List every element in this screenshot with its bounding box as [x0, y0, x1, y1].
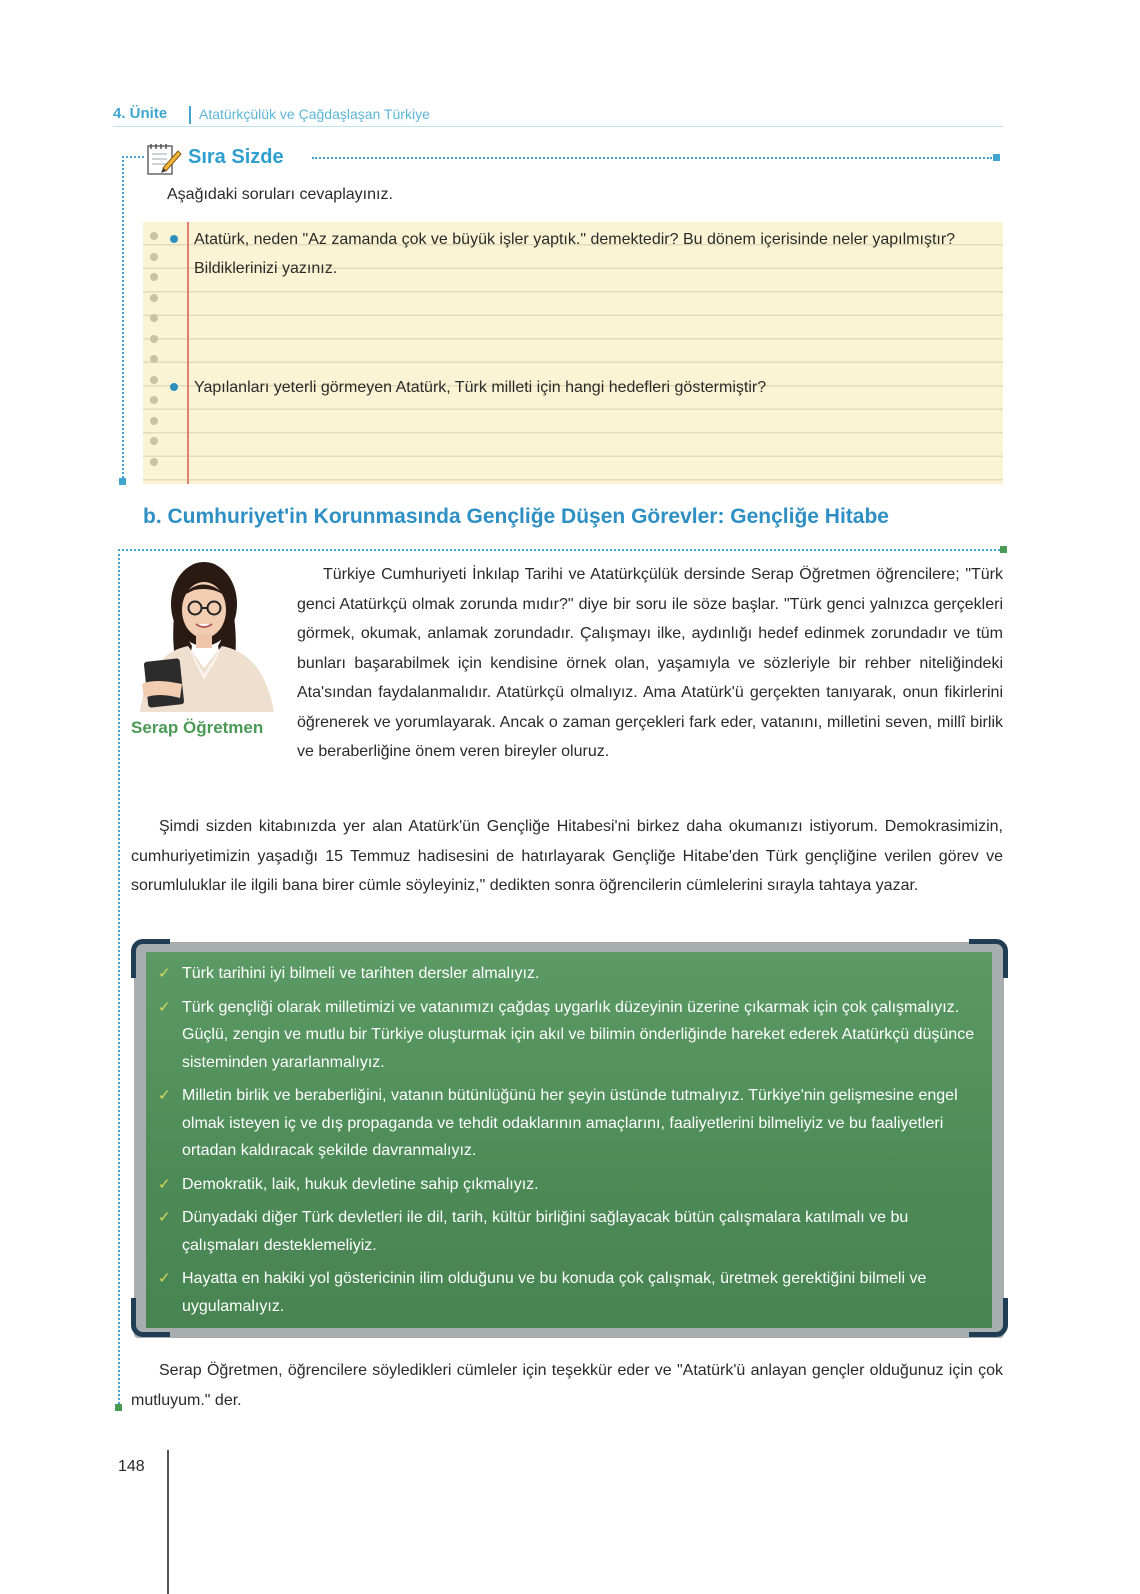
page-number: 148	[118, 1458, 145, 1475]
question-bullet-icon	[170, 235, 178, 243]
unit-number: 4. Ünite	[113, 105, 168, 122]
notepad-hole	[150, 458, 158, 466]
question-1: Atatürk, neden "Az zamanda çok ve büyük işler yaptık." demektedir? Bu dönem içerisinde neler yapılmıştır? Bildiklerinizi yazınız.	[194, 231, 956, 277]
board-item-text: Milletin birlik ve beraberliğini, vatanın bütünlüğünü her şeyin üstünde tutmalıyız. Türkiye'nin gelişmesine engel olmak isteyen iç ve dış propaganda ve tehdit odaklarının amaçlarını, faaliyetlerini bilmeliyiz ve bu faaliyetleri ortadan kaldıracak şekilde davranmalıyız.	[182, 1087, 958, 1159]
question-bullet-icon	[170, 383, 178, 391]
notepad-hole	[150, 232, 158, 240]
instruction-paragraph: Şimdi sizden kitabınızda yer alan Atatürk'ün Gençliğe Hitabesi'ni birkez daha okumanızı istiyorum. Demokrasimizin, cumhuriyetimizin yaşadığı 15 Temmuz hadisesini de hatırlayarak Gençliğe Hitabe'den Türk gençliğine verilen görev ve sorumluluklar ile ilgili bana birer cümle söyleyiniz," dedikten sonra öğrencilerin cümlelerini sırayla tahtaya yazar.	[131, 818, 1003, 894]
closing-paragraph: Serap Öğretmen, öğrencilere söyledikleri cümleler için teşekkür eder ve "Atatürk'ü anlayan gençler olduğunuz için çok mutluyum." der.	[131, 1362, 1003, 1409]
board-item-text: Türk tarihini iyi bilmeli ve tarihten dersler almalıyız.	[182, 965, 540, 982]
sira-frame-left	[122, 156, 124, 478]
page-rule	[167, 1450, 169, 1594]
unit-title: Atatürkçülük ve Çağdaşlaşan Türkiye	[199, 106, 430, 122]
board-item	[158, 1265, 984, 1320]
notepad-hole	[150, 294, 158, 302]
notepad-hole	[150, 437, 158, 445]
board-item	[158, 994, 984, 1077]
header-separator	[189, 106, 191, 124]
teacher-image	[130, 556, 282, 712]
question-2: Yapılanları yeterli görmeyen Atatürk, Türk milleti için hangi hedefleri göstermiştir?	[194, 379, 767, 396]
check-icon: ✓	[158, 965, 171, 982]
notepad-holes	[150, 232, 162, 482]
intro-paragraph: Türkiye Cumhuriyeti İnkılap Tarihi ve Atatürkçülük dersinde Serap Öğretmen öğrencilere; "Türk genci Atatürkçü olmak zorunda mıdır?" diye bir soru ile söze başlar. "Türk genci yalnızca gerçekleri görmek, okumak, anlamak zorundadır. Çalışmayı ilke, aydınlığı hedef edinmek zorundadır ve tüm bunları başarabilmek için kendisine örnek olan, yaşamıyla ve sözleriyle bir rehber niteliğindeki Ata'sından faydalanmalıdır. Atatürkçü olmalıyız. Ama Atatürk'ü gerçekten tanıyarak, onun fikirlerini öğrenerek ve yorumlayarak. Ancak o zaman gerçekleri fark eder, vatanını, milletini seven, millî birlik ve beraberliğine önem veren bireyler oluruz.	[297, 566, 1003, 760]
notepad-hole	[150, 314, 158, 322]
notepad-margin-line	[187, 222, 189, 484]
notepad-pencil-icon	[145, 140, 183, 178]
board-item-text: Türk gençliği olarak milletimizi ve vatanımızı çağdaş uygarlık düzeyinin üzerine çıkarmak için çok çalışmalıyız. Güçlü, zengin ve mutlu bir Türkiye oluşturmak için akıl ve bilimin önderliğinde hareket ederek Atatürkçü düşünce sisteminden yararlanmalıyız.	[182, 998, 975, 1071]
section-frame-left	[118, 549, 120, 1404]
section-title: b. Cumhuriyet'in Korunmasında Gençliğe Düşen Görevler: Gençliğe Hitabe	[143, 505, 889, 528]
board-item-text: Demokratik, laik, hukuk devletine sahip çıkmalıyız.	[182, 1175, 539, 1193]
check-icon: ✓	[158, 998, 171, 1016]
notepad-hole	[150, 355, 158, 363]
check-icon: ✓	[158, 1270, 171, 1287]
board-item	[158, 1082, 984, 1165]
sira-frame-top-left	[122, 156, 144, 158]
board-item-text: Dünyadaki diğer Türk devletleri ile dil, tarih, kültür birliğini sağlayacak bütün çalışmalara katılmalı ve bu çalışmaları desteklemeliyiz.	[182, 1209, 909, 1254]
notepad-hole	[150, 253, 158, 261]
check-icon: ✓	[158, 1175, 171, 1193]
board-item-text: Hayatta en hakiki yol göstericinin ilim olduğunu ve bu konuda çok çalışmak, üretmek gerektiğini bilmeli ve uygulamalıyız.	[182, 1270, 927, 1315]
check-icon: ✓	[158, 1087, 171, 1104]
teacher-label: Serap Öğretmen	[131, 718, 264, 737]
check-icon: ✓	[158, 1209, 171, 1226]
board-item	[158, 960, 984, 988]
notepad-hole	[150, 273, 158, 281]
notepad-hole	[150, 417, 158, 425]
frame-end-marker	[993, 154, 1000, 161]
notepad-hole	[150, 376, 158, 384]
notepad-hole	[150, 396, 158, 404]
board-item	[158, 1204, 984, 1259]
frame-end-marker	[115, 1404, 122, 1411]
sira-sizde-title: Sıra Sizde	[188, 146, 284, 168]
instruction-text: Aşağıdaki soruları cevaplayınız.	[167, 186, 393, 203]
frame-end-marker	[119, 478, 126, 485]
sira-frame-top	[312, 157, 992, 159]
section-frame-top	[118, 549, 1000, 551]
board-item	[158, 1171, 984, 1199]
board-list	[158, 960, 984, 1326]
notepad-hole	[150, 335, 158, 343]
frame-end-marker	[1000, 546, 1007, 553]
unit-header	[113, 104, 1003, 127]
